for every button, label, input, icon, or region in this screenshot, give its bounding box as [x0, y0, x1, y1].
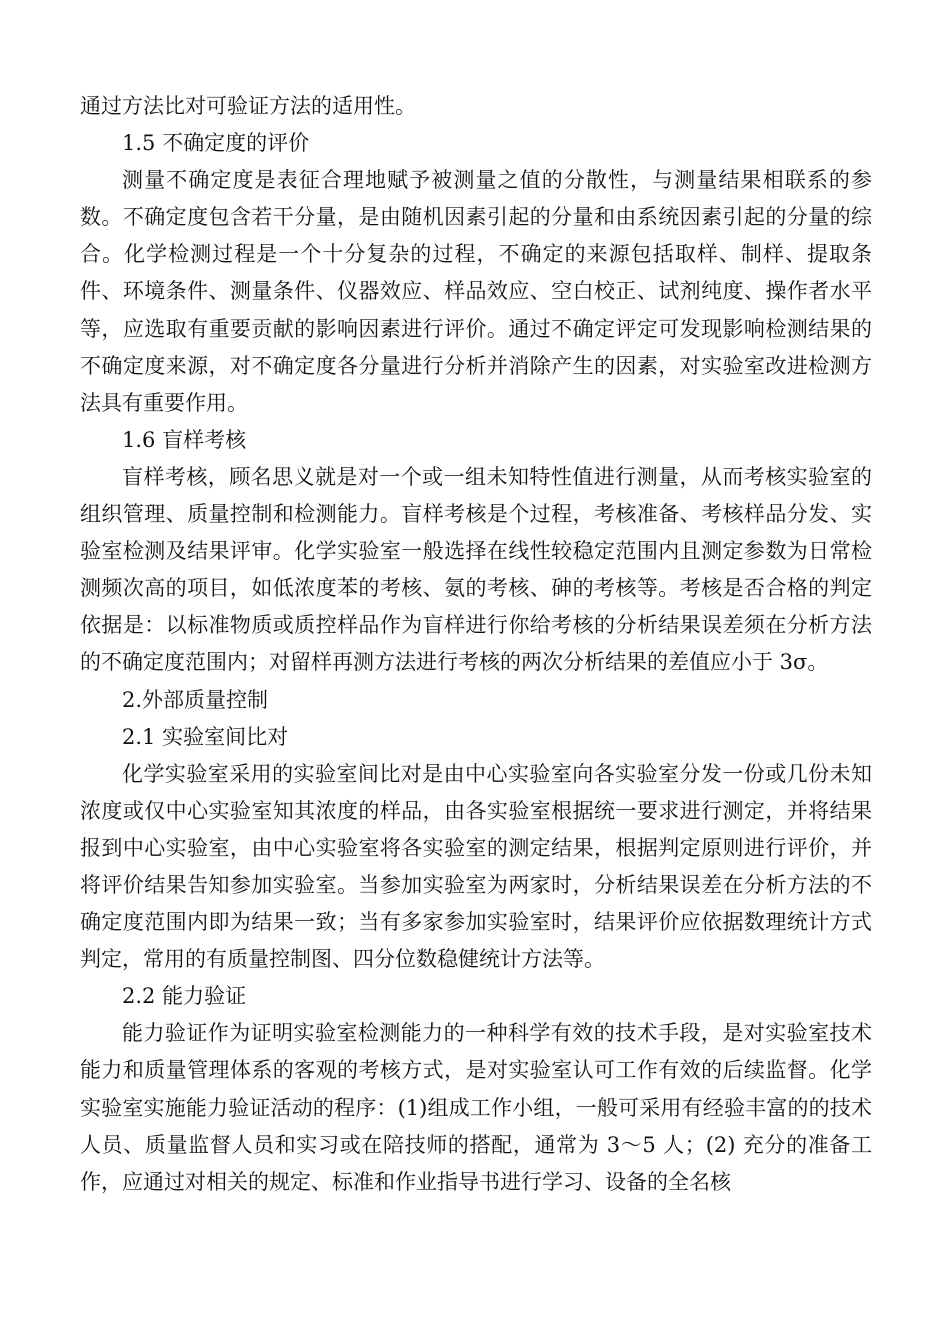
paragraph-blind-sample: 盲样考核，顾名思义就是对一个或一组未知特性值进行测量，从而考核实验室的组织管理、质量控制和检测能力。盲样考核是个过程，考核准备、考核样品分发、实验室检测及结果评审。化学实验室一般选择在线性较稳定范围内且测定参数为日常检测频次高的项目，如低浓度苯的考核、氨的考核、砷的考核等。考核是否合格的判定依据是：以标准物质或质控样品作为盲样进行你给考核的分析结果误差须在分析方法的不确定度范围内；对留样再测方法进行考核的两次分析结果的差值应小于 3σ。: [80, 464, 872, 675]
document-body: [80, 88, 872, 1201]
section-heading-2: 2.外部质量控制: [122, 687, 269, 712]
section-heading-2-1: 2.1 实验室间比对: [122, 724, 289, 749]
paragraph-proficiency-testing: 能力验证作为证明实验室检测能力的一种科学有效的技术手段，是对实验室技术能力和质量管理体系的客观的考核方式，是对实验室认可工作有效的后续监督。化学实验室实施能力验证活动的程序：(1)组成工作小组，一般可采用有经验丰富的的技术人员、质量监督人员和实习或在陪技师的搭配，通常为 3～5 人；(2) 充分的准备工作，应通过对相关的规定、标准和作业指导书进行学习、设备的全名核: [80, 1021, 872, 1194]
section-heading-1-5: 1.5 不确定度的评价: [122, 131, 310, 156]
paragraph-interlab-comparison: 化学实验室采用的实验室间比对是由中心实验室向各实验室分发一份或几份未知浓度或仅中心实验室知其浓度的样品，由各实验室根据统一要求进行测定，并将结果报到中心实验室，由中心实验室将各实验室的测定结果，根据判定原则进行评价，并将评价结果告知参加实验室。当参加实验室为两家时，分析结果误差在分析方法的不确定度范围内即为结果一致；当有多家参加实验室时，结果评价应依据数理统计方式判定，常用的有质量控制图、四分位数稳健统计方法等。: [80, 761, 872, 972]
paragraph-continued: 通过方法比对可验证方法的适用性。: [80, 94, 416, 118]
section-heading-2-2: 2.2 能力验证: [122, 984, 247, 1009]
section-heading-1-6: 1.6 盲样考核: [122, 427, 247, 452]
paragraph-uncertainty: 测量不确定度是表征合理地赋予被测量之值的分散性，与测量结果相联系的参数。不确定度包含若干分量，是由随机因素引起的分量和由系统因素引起的分量的综合。化学检测过程是一个十分复杂的过程，不确定的来源包括取样、制样、提取条件、环境条件、测量条件、仪器效应、样品效应、空白校正、试剂纯度、操作者水平等，应选取有重要贡献的影响因素进行评价。通过不确定评定可发现影响检测结果的不确定度来源，对不确定度各分量进行分析并消除产生的因素，对实验室改进检测方法具有重要作用。: [80, 168, 872, 415]
